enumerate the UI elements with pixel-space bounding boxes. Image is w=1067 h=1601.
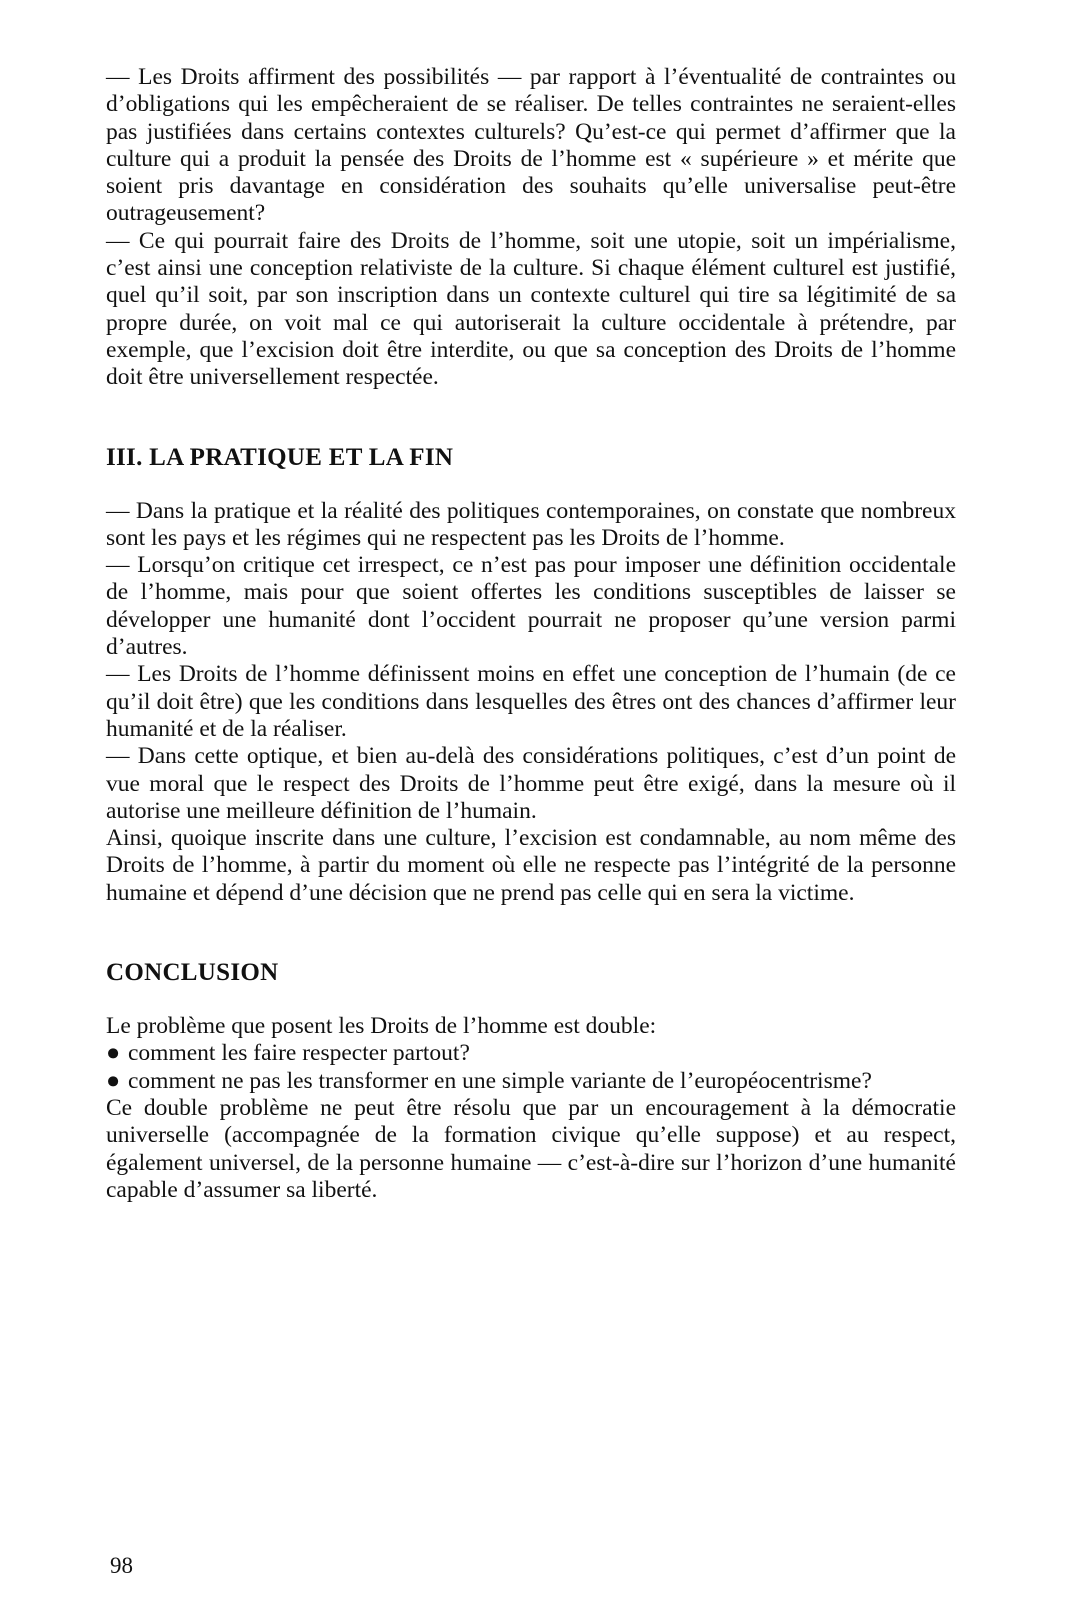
intro-paragraph: — Ce qui pourrait faire des Droits de l’homme, soit une utopie, soit un impérialisme, c’est ainsi une conception relativiste de la culture. Si chaque élément culturel est justifié, quel qu’il soit, par son inscription dans un contexte culturel qui tire sa légitimité de sa propre durée, on voit mal ce qui autoriserait la culture occidentale à prétendre, par exemple, que l’excision doit être interdite, ou que sa conception des Droits de l’homme doit être universellement respectée. [106,227,956,391]
bullet-text: comment les faire respecter partout? [128,1040,470,1067]
section-pratique-et-fin [106,444,956,907]
bullet-item [106,1040,956,1067]
section-paragraph: — Lorsqu’on critique cet irrespect, ce n’est pas pour imposer une définition occidentale de l’homme, mais pour que soient offertes les conditions susceptibles de laisser se développer une humanité dont l’occident pourrait ne proposer qu’une version parmi d’autres. [106,552,956,661]
conclusion-lead: Le problème que posent les Droits de l’homme est double: [106,1013,657,1040]
conclusion-section [106,959,956,1204]
conclusion-closing: Ce double problème ne peut être résolu que par un encouragement à la démocratie universelle (accompagnée de la formation civique qu’elle suppose) et au respect, également universel, de la personne humaine — c’est-à-dire sur l’horizon d’une humanité capable d’assumer sa liberté. [106,1094,956,1203]
intro-section [106,64,956,392]
page-body [106,64,956,1204]
section-heading: III. LA PRATIQUE ET LA FIN [106,443,454,471]
conclusion-heading: CONCLUSION [106,959,279,987]
section-paragraph: — Dans cette optique, et bien au-delà des considérations politiques, c’est d’un point de vue moral que le respect des Droits de l’homme peut être exigé, dans la mesure où il autorise une meilleure définition de l’humain. [106,743,956,824]
bullet-item [106,1068,956,1095]
intro-paragraph: — Les Droits affirment des possibilités — par rapport à l’éventualité de contraintes ou d’obligations qui les empêcheraient de se réaliser. De telles contraintes ne seraient-elles pas justifiées dans certains contextes culturels? Qu’est-ce qui permet d’affirmer que la culture qui a produit la pensée des Droits de l’homme est « supérieure » et mérite que soient pris davantage en considération des souhaits qu’elle universalise peut-être outrageusement? [106,64,956,227]
section-paragraph: — Dans la pratique et la réalité des politiques contemporaines, on constate que nombreux sont les pays et les régimes qui ne respectent pas les Droits de l’homme. [106,497,956,551]
page-number: 98 [110,1553,133,1578]
bullet-icon: ● [106,1040,121,1067]
section-paragraph: — Les Droits de l’homme définissent moins en effet une conception de l’humain (de ce qu’il doit être) que les conditions dans lesquelles des êtres ont des chances d’affirmer leur humanité et de la réaliser. [106,661,956,742]
section-paragraph: Ainsi, quoique inscrite dans une culture, l’excision est condamnable, au nom même des Droits de l’homme, à partir du moment où elle ne respecte pas l’intégrité de la personne humaine et dépend d’une décision que ne prend pas celle qui en sera la victime. [106,825,956,906]
bullet-icon: ● [106,1067,121,1094]
bullet-text: comment ne pas les transformer en une simple variante de l’européocentrisme? [128,1067,872,1094]
